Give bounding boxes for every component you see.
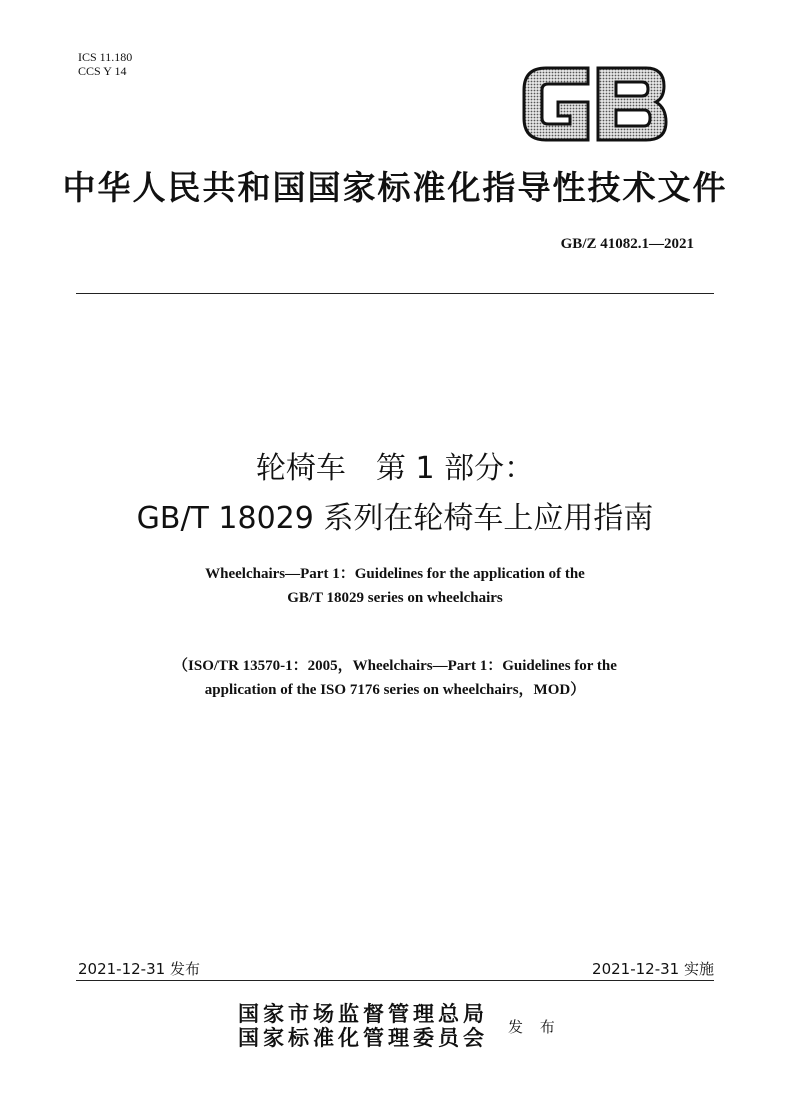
ics-code: ICS 11.180 — [78, 50, 133, 64]
issuer-sac: 国家标准化管理委员会 — [238, 1025, 488, 1050]
standard-number: GB/Z 41082.1—2021 — [560, 236, 694, 252]
iso-reference-line-1: （ISO/TR 13570-1：2005，Wheelchairs—Part 1：Guidelines for the — [173, 658, 617, 674]
top-divider — [76, 293, 714, 294]
bottom-divider — [76, 980, 714, 981]
issuer-samr: 国家市场监督管理总局 — [238, 1001, 488, 1026]
english-title-line-2: GB/T 18029 series on wheelchairs — [287, 590, 503, 606]
publish-date: 2021-12-31 发布 — [78, 960, 200, 978]
issue-action: 发 布 — [508, 1018, 561, 1036]
chinese-title — [0, 444, 790, 544]
issuer-title: 中华人民共和国国家标准化指导性技术文件 — [62, 168, 728, 207]
gb-logo-icon — [518, 62, 670, 146]
english-title — [0, 562, 790, 610]
chinese-title-line-1: 轮椅车 第 1 部分： — [255, 451, 535, 486]
ccs-code: CCS Y 14 — [78, 64, 127, 78]
classification-codes — [78, 50, 132, 78]
chinese-title-line-2: GB/T 18029 系列在轮椅车上应用指南 — [136, 501, 654, 536]
iso-reference — [0, 654, 790, 702]
iso-reference-line-2: application of the ISO 7176 series on wheelchairs，MOD） — [204, 682, 586, 698]
implementation-date: 2021-12-31 实施 — [592, 960, 714, 978]
english-title-line-1: Wheelchairs—Part 1：Guidelines for the application of the — [205, 566, 585, 582]
